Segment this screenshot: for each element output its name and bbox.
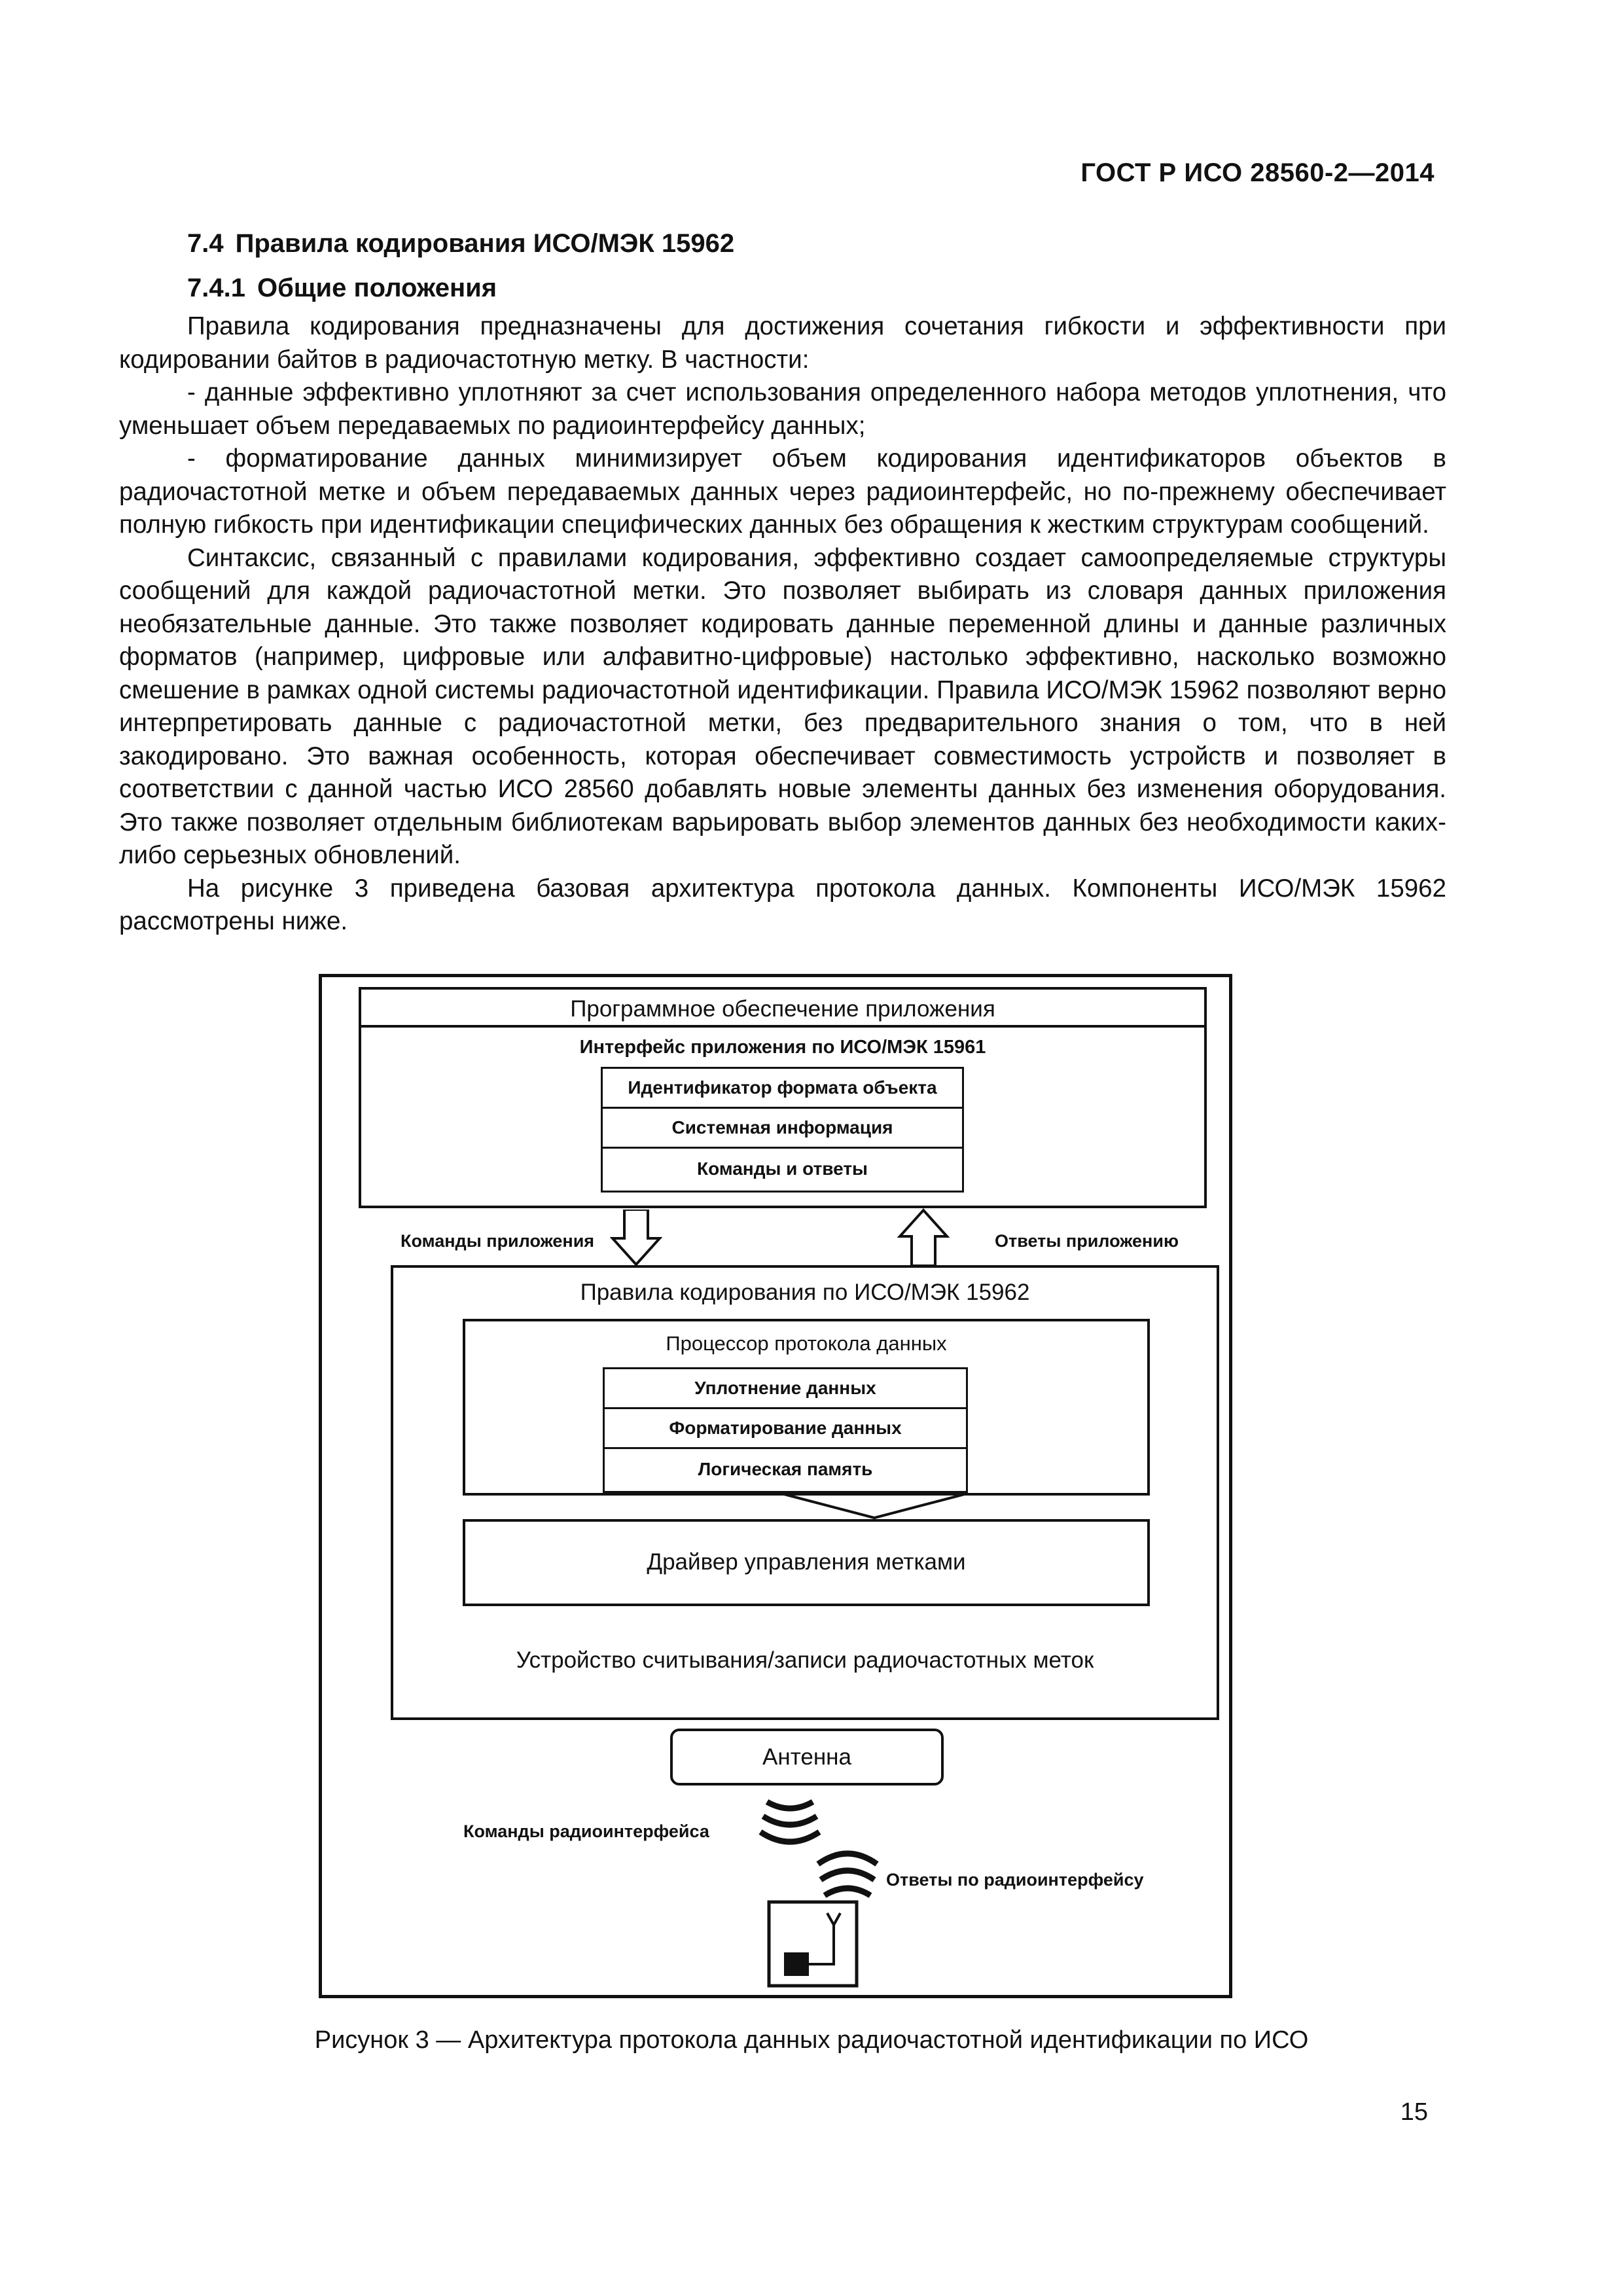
interface-item-object-format-id: Идентификатор формата объекта — [603, 1069, 962, 1109]
protocol-processor-box — [463, 1319, 1150, 1496]
app-software-label: Программное обеспечение приложения — [570, 996, 995, 1022]
subsection-title: Общие положения — [257, 274, 497, 302]
arrow-down-icon — [610, 1210, 662, 1267]
air-responses-label: Ответы по радиоинтерфейсу — [886, 1870, 1144, 1890]
section-number: 7.4 — [187, 229, 224, 258]
arrow-up-icon — [897, 1208, 950, 1267]
document-code-header: ГОСТ Р ИСО 28560-2—2014 — [1080, 158, 1435, 187]
processor-items-stack — [603, 1367, 968, 1493]
section-heading — [187, 229, 734, 259]
processor-item-compression: Уплотнение данных — [605, 1369, 966, 1409]
tag-driver-box — [463, 1519, 1150, 1606]
rfid-tag-icon — [767, 1900, 859, 1988]
antenna-label: Антенна — [762, 1744, 851, 1770]
architecture-figure — [319, 974, 1232, 1998]
section-title: Правила кодирования ИСО/МЭК 15962 — [235, 229, 735, 258]
app-interface-label: Интерфейс приложения по ИСО/МЭК 15961 — [579, 1037, 986, 1058]
app-software-box — [359, 987, 1207, 1028]
interface-item-commands-responses: Команды и ответы — [697, 1158, 868, 1179]
chevron-down-icon — [783, 1493, 966, 1520]
page-number: 15 — [1400, 2098, 1428, 2126]
app-commands-label: Команды приложения — [401, 1231, 595, 1251]
app-interface-box — [359, 1025, 1207, 1208]
app-responses-label: Ответы приложению — [995, 1231, 1179, 1251]
body-text — [119, 310, 1446, 939]
paragraph-intro: Правила кодирования предназначены для достижения сочетания гибкости и эффективности при кодировании байтов в радиочастотную метку. В частности: — [119, 312, 1446, 374]
paragraph-syntax: Синтаксис, связанный с правилами кодирования, эффективно создает самоопределяемые структуры сообщений для каждой радиочастотной метки. Это позволяет выбирать из словаря данных приложения необязательные данные. Это также позволяет кодировать данные переменной длины и данные различных форматов (например, цифровые или алфавитно-цифровые) настолько эффективно, насколько возможно смешение в рамках одной системы радиочастотной идентификации. Правила ИСО/МЭК 15962 позволяют верно интерпретировать данные с радиочастотной метки, без предварительного знания о том, что в ней закодировано. Это важная особенность, которая обеспечивает совместимость устройств и позволяет в соответствии с данной частью ИСО 28560 добавлять новые элементы данных без изменения оборудования. Это также позволяет отдельным библиотекам варьировать выбор элементов данных без необходимости каких-либо серьезных обновлений. — [119, 543, 1446, 869]
interface-items-stack — [601, 1067, 964, 1193]
processor-item-logical-memory: Логическая память — [698, 1458, 873, 1479]
reader-device-label: Устройство считывания/записи радиочастотных меток — [516, 1647, 1094, 1673]
processor-item-formatting: Форматирование данных — [605, 1409, 966, 1449]
paragraph-figure-ref: На рисунке 3 приведена базовая архитектура протокола данных. Компоненты ИСО/МЭК 15962 рассмотрены ниже. — [119, 874, 1446, 935]
subsection-number: 7.4.1 — [187, 274, 245, 302]
paragraph-formatting: - форматирование данных минимизирует объем кодирования идентификаторов объектов в радиочастотной метке и объем передаваемых данных через радиоинтерфейс, но по-прежнему обеспечивает полную гибкость при идентификации специфических данных без обращения к жестким структурам сообщений. — [119, 444, 1446, 539]
figure-caption: Рисунок 3 — Архитектура протокола данных радиочастотной идентификации по ИСО — [314, 2026, 1309, 2054]
encoding-rules-label: Правила кодирования по ИСО/МЭК 15962 — [580, 1280, 1030, 1305]
air-commands-label: Команды радиоинтерфейса — [463, 1821, 709, 1841]
protocol-processor-label: Процессор протокола данных — [666, 1332, 947, 1355]
interface-item-system-info: Системная информация — [603, 1109, 962, 1149]
subsection-heading — [187, 274, 497, 303]
paragraph-compression: - данные эффективно уплотняют за счет использования определенного набора методов уплотнения, что уменьшает объем передаваемых по радиоинтерфейсу данных; — [119, 378, 1446, 440]
encoding-rules-box — [391, 1265, 1219, 1720]
tag-driver-label: Драйвер управления метками — [647, 1549, 966, 1575]
antenna-box — [670, 1729, 944, 1785]
